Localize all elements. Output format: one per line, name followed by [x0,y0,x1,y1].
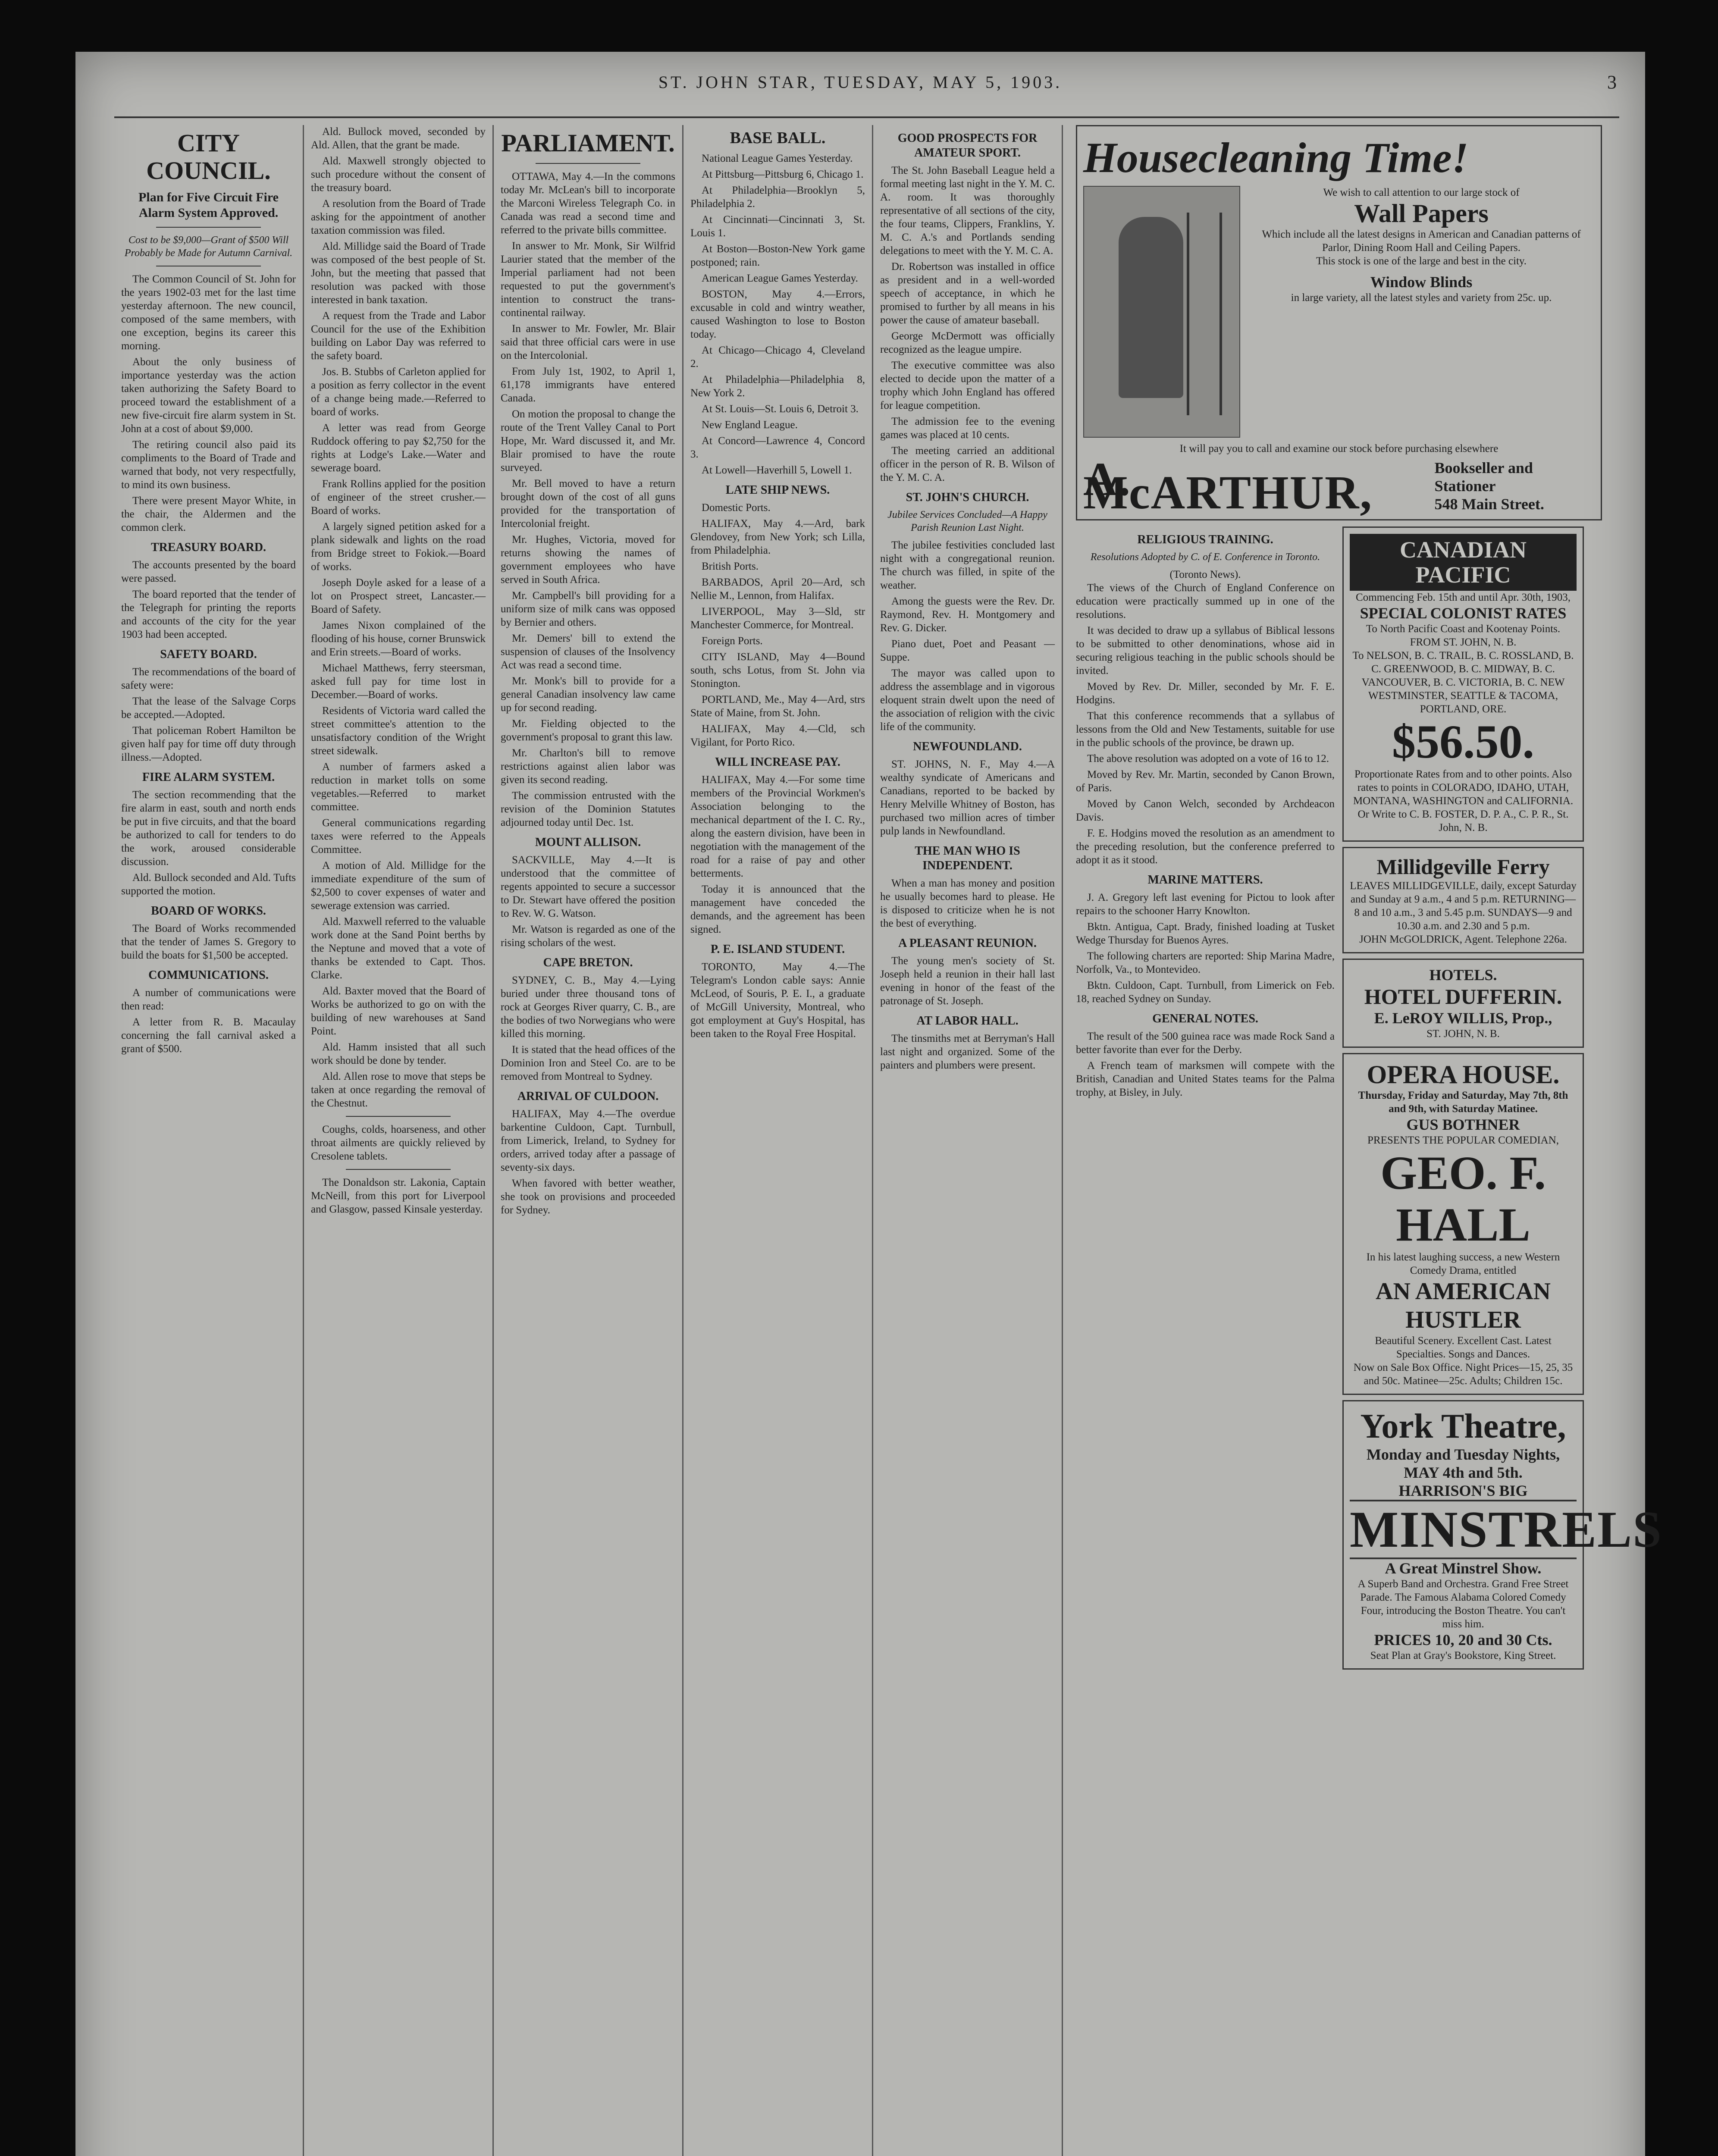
paragraph: A largely signed petition asked for a plank sidewalk and lights on the road from Bridge street to Fokiok.—Board of works. [311,521,486,573]
paragraph: Bktn. Antigua, Capt. Brady, finished loading at Tusket Wedge Thursday for Buenos Ayres. [1076,921,1335,946]
paragraph: General communications regarding taxes were referred to the Appeals Committee. [311,817,486,856]
paragraph: The executive committee was also elected to decide upon the matter of a trophy which John England has offered for league competition. [880,360,1055,411]
religious-training-article [1076,526,1335,1670]
paragraph: George McDermott was officially recognized as the league umpire. [880,330,1055,355]
subhead: MARINE MATTERS. [1147,873,1263,887]
paragraph: Ald. Baxter moved that the Board of Works be authorized to go on with the building of new warehouses at Sand Point. [311,985,486,1037]
paragraph: There were present Mayor White, in the chair, the Aldermen and the common clerk. [121,495,296,533]
subhead: ST. JOHN'S CHURCH. [906,491,1029,504]
paragraph: In answer to Mr. Monk, Sir Wilfrid Laurier stated that the member of the Imperial parliament had not been requested to put the government's intention to construct the trans-continental railway. [501,240,675,319]
paragraph: The Donaldson str. Lakonia, Captain McNeill, from this port for Liverpool and Glasgow, passed Kinsale yesterday. [311,1177,486,1215]
column-amateur-sport [873,125,1063,2156]
subhead: FIRE ALARM SYSTEM. [142,771,275,784]
performer-name: GEO. F. HALL [1380,1147,1546,1251]
hotel-name: HOTEL DUFFERIN. [1364,984,1562,1009]
paragraph: Domestic Ports. [702,502,771,514]
paragraph: LIVERPOOL, May 3—Sld, str Manchester Commerce, for Montreal. [690,606,865,631]
minstrels-prices: PRICES 10, 20 and 30 Cts. [1374,1631,1552,1648]
mcarthur-trade: Bookseller and Stationer [1434,459,1533,495]
ad-intro: We wish to call attention to our large stock of [1323,187,1520,198]
paragraph: Mr. Fielding objected to the government's proposal to grant this law. [501,718,675,743]
ferry-ad [1342,847,1584,953]
paragraph: HALIFAX, May 4.—Ard, bark Glendovey, from New York; sch Lilla, from Philadelphia. [690,518,865,556]
paragraph: Mr. Watson is regarded as one of the rising scholars of the west. [501,924,675,949]
show-title: AN AMERICAN HUSTLER [1376,1278,1551,1333]
window-blinds-heading: Window Blinds [1370,273,1473,291]
paragraph: Michael Matthews, ferry steersman, asked full pay for time lost in December.—Board of works. [311,662,486,701]
subhead: SAFETY BOARD. [160,648,257,661]
paragraph: The section recommending that the fire alarm in east, south and north ends be put in five circuits, and that the board be authorized to call for tenders to do the work, aroused considerable discussion. [121,789,296,868]
subhead: BOARD OF WORKS. [151,904,266,918]
figure-illustration [1119,217,1183,398]
show-prices: Now on Sale Box Office. Night Prices—15, 25, 35 and 50c. Matinee—25c. Adults; Children 15c. [1353,1362,1573,1387]
subhead: WILL INCREASE PAY. [715,755,840,769]
paragraph: BARBADOS, April 20—Ard, sch Nellie M., Lennon, from Halifax. [690,577,865,602]
paragraph: Mr. Charlton's bill to remove restrictions against alien labor was given its second reading. [501,747,675,786]
paragraph: A resolution from the Board of Trade asking for the appointment of another taxation commission was filed. [311,198,486,236]
column-city-council [114,125,304,2156]
paragraph: Piano duet, Poet and Peasant — Suppe. [880,638,1055,663]
opera-house-ad [1342,1053,1584,1395]
show-description: Beautiful Scenery. Excellent Cast. Latest Specialties. Songs and Dances. [1375,1335,1552,1360]
ad-footer: It will pay you to call and examine our stock before purchasing elsewhere [1179,443,1499,454]
minstrels-seats: Seat Plan at Gray's Bookstore, King Street. [1370,1650,1556,1661]
paragraph: Ald. Bullock moved, seconded by Ald. Allen, that the grant be made. [311,126,486,151]
paragraph: The views of the Church of England Conference on education were practically summed up in one of the resolutions. [1076,582,1335,620]
advertisement-column [1063,125,1662,2156]
paragraph: American League Games Yesterday. [702,273,858,284]
paragraph: TORONTO, May 4.—The Telegram's London cable says: Annie McLeod, of Souris, P. E. I., a graduate of McGill University, Montreal, who got employment at Guy's Hospital, has been taken to the Royal Free Hospital. [690,961,865,1040]
cp-route: To North Pacific Coast and Kootenay Points. [1366,623,1561,635]
paragraph: The admission fee to the evening games was placed at 10 cents. [880,416,1055,441]
subhead: LATE SHIP NEWS. [725,483,830,497]
subhead: GENERAL NOTES. [1152,1012,1258,1025]
paragraph: James Nixon complained of the flooding of his house, corner Brunswick and Erin streets.—Board of works. [311,620,486,658]
paragraph: When a man has money and position he usually becomes hard to please. He is disposed to criticize when he is not the best of everything. [880,877,1055,929]
opera-presents: PRESENTS THE POPULAR COMEDIAN, [1367,1134,1559,1146]
paragraph: The tinsmiths met at Berryman's Hall last night and organized. Some of the painters and plumbers were present. [880,1033,1055,1071]
paragraph: Frank Rollins applied for the position of engineer of the street crusher.—Board of works. [311,478,486,517]
paragraph: Moved by Rev. Mr. Martin, seconded by Canon Brown, of Paris. [1076,769,1335,794]
paragraph: Residents of Victoria ward called the street committee's attention to the unsatisfactory condition of the Wright street sidewalk. [311,705,486,757]
paragraph: Moved by Rev. Dr. Miller, seconded by Mr. F. E. Hodgins. [1076,681,1335,706]
paragraph: The St. John Baseball League held a formal meeting last night in the Y. M. C. A. room. It was thoroughly representative of all sections of the city, the four teams, Clippers, Franklins, Y. M. C. A.'s and Portlands sending delegations to meet with the Y. M. C. A. [880,165,1055,257]
paragraph: Foreign Ports. [702,635,763,647]
paragraph: The commission entrusted with the revision of the Dominion Statutes adjourned today until Dec. 1st. [501,790,675,828]
wall-papers-description: Which include all the latest designs in American and Canadian patterns of Parlor, Dining Room Hall and Ceiling Papers. [1262,229,1581,254]
paragraph: Moved by Canon Welch, seconded by Archdeacon Davis. [1076,798,1335,823]
paragraph: ST. JOHNS, N. F., May 4.—A wealthy syndicate of Americans and Canadians, reported to be backed by Henry Melville Whitney of Boston, has purchased two million acres of timber pulp lands in Newfoundland. [880,758,1055,837]
paragraph: PORTLAND, Me., May 4—Ard, strs State of Maine, from St. John. [690,694,865,719]
cp-dates: Commencing Feb. 15th and until Apr. 30th, 1903, [1356,592,1571,603]
paragraph: It is stated that the head offices of the Dominion Iron and Steel Co. are to be removed from Montreal to Sydney. [501,1044,675,1082]
column-base-ball [683,125,873,2156]
subhead: ARRIVAL OF CULDOON. [517,1090,659,1103]
paragraph: At Concord—Lawrence 4, Concord 3. [690,435,865,460]
page-number: 3 [1607,71,1619,93]
cp-note: Proportionate Rates from and to other points. Also rates to points in COLORADO, IDAHO, UTAH, MONTANA, WASHINGTON and CALIFORNIA. [1353,768,1574,807]
divider [346,1116,451,1117]
ferry-title: Millidgeville Ferry [1376,855,1550,879]
headline: GOOD PROSPECTS FOR AMATEUR SPORT. [897,132,1038,160]
source: (Toronto News). [1169,569,1241,580]
paragraph: That this conference recommends that a syllabus of lessons from the Old and New Testaments, suitable for use in the public schools of the province, be drawn up. [1076,710,1335,749]
canadian-pacific-logo: CANADIAN PACIFIC [1350,534,1577,591]
paragraph: The board reported that the tender of the Telegraph for printing the reports and accounts of the city for the year 1903 had been accepted. [121,589,296,640]
paragraph: The above resolution was adopted on a vote of 16 to 12. [1087,753,1329,765]
paragraph: It was decided to draw up a syllabus of Biblical lessons to be submitted to other denominations, whose aid in securing religious teaching in the public schools should be invited. [1076,625,1335,677]
paragraph: Bktn. Culdoon, Capt. Turnbull, from Limerick on Feb. 18, reached Sydney on Sunday. [1076,980,1335,1005]
paragraph: At Chicago—Chicago 4, Cleveland 2. [690,345,865,370]
paragraph: HALIFAX, May 4.—The overdue barkentine Culdoon, Capt. Turnbull, from Limerick, Ireland, to Sydney for orders, arrived today after a passage of seventy-six days. [501,1108,675,1173]
paragraph: Dr. Robertson was installed in office as president and in a well-worded speech of acceptance, in which he promised to further by all means in his power the cause of amateur baseball. [880,261,1055,326]
subhead: AT LABOR HALL. [916,1014,1019,1028]
paragraph: Today it is announced that the management have conceded the demands, and the agreement has been signed. [690,884,865,935]
paragraph: OTTAWA, May 4.—In the commons today Mr. McLean's bill to incorporate the Marconi Wireless Telegraph Co. in Canada was read a second time and referred to the private bills committee. [501,171,675,236]
paragraph: Ald. Allen rose to move that steps be taken at once regarding the removal of the Chestnut. [311,1071,486,1109]
wall-papers-description-2: This stock is one of the large and best in the city. [1316,255,1527,267]
opera-dates: Thursday, Friday and Saturday, May 7th, 8th and 9th, with Saturday Matinee. [1358,1090,1568,1115]
paragraph: British Ports. [702,561,759,572]
minstrels-subtitle: A Great Minstrel Show. [1385,1560,1542,1577]
headline: RELIGIOUS TRAINING. [1137,533,1273,546]
hotels-heading: HOTELS. [1429,966,1497,984]
paragraph: The accounts presented by the board were passed. [121,559,296,584]
deck: Jubilee Services Concluded—A Happy Parish Reunion Last Night. [887,509,1047,533]
paragraph: SACKVILLE, May 4.—It is understood that the committee of regents appointed to secure a successor to Dr. Stewart have offered the position to Rev. W. G. Watson. [501,854,675,919]
subhead: MOUNT ALLISON. [535,836,641,849]
york-theatre-ad [1342,1400,1662,1670]
column-council-continued [304,125,494,2156]
paragraph: F. E. Hodgins moved the resolution as an amendment to the preceding resolution, but the conference preferred to adopt it as it stood. [1076,827,1335,866]
paragraph: A request from the Trade and Labor Council for the use of the Exhibition building on Labor Day was referred to the safety board. [311,310,486,362]
headline: BASE BALL. [730,129,826,147]
paragraph: The mayor was called upon to address the assemblage and in vigorous eloquent strain dwelt upon the need of the association of religion with the civic life of the community. [880,667,1055,733]
masthead-title: ST. JOHN STAR, TUESDAY, MAY 5, 1903. [658,72,1063,92]
cp-price: $56.50. [1392,715,1534,768]
paragraph: At Philadelphia—Philadelphia 8, New York 2. [690,374,865,399]
paragraph: HALIFAX, May 4.—Cld, sch Vigilant, for Porto Rico. [690,723,865,748]
divider [156,227,261,228]
ferry-schedule: LEAVES MILLIDGEVILLE, daily, except Saturday and Sunday at 9 a.m., 4 and 5 p.m. RETURNING—8 and 10 a.m., 3 and 5.45 p.m. SUNDAYS—9 and 10.30 a.m. and 2.30 and 5 p.m. [1350,880,1577,932]
minstrels-title: MINSTRELS [1350,1500,1577,1559]
paragraph: The Board of Works recommended that the tender of James S. Gregory to build the boats for $1,500 be accepted. [121,923,296,961]
canadian-pacific-ad [1342,526,1584,842]
paragraph: Mr. Demers' bill to extend the suspension of clauses of the Insolvency Act was read a second time. [501,633,675,671]
paragraph: Mr. Campbell's bill providing for a uniform size of milk cans was opposed by Bernier and others. [501,590,675,628]
opera-house-title: OPERA HOUSE. [1367,1060,1560,1089]
paragraph: At Pittsburg—Pittsburg 6, Chicago 1. [702,169,864,180]
deck: Resolutions Adopted by C. of E. Conference in Toronto. [1090,552,1320,563]
paragraph: In answer to Mr. Fowler, Mr. Blair said that three official cars were in use on the Intercolonial. [501,323,675,361]
housecleaning-illustration [1083,186,1240,438]
paragraph: At Lowell—Haverhill 5, Lowell 1. [702,464,852,476]
paragraph: A number of farmers asked a reduction in market tolls on some vegetables.—Referred to market committee. [311,761,486,813]
subhead: P. E. ISLAND STUDENT. [710,943,845,956]
housecleaning-ad [1076,125,1602,520]
divider [536,163,640,164]
york-theatre-title: York Theatre, [1360,1407,1566,1445]
deck: Cost to be $9,000—Grant of $500 Will Probably be Made for Autumn Carnival. [124,235,293,259]
paragraph: J. A. Gregory left last evening for Pictou to look after repairs to the schooner Harry Knowlton. [1076,892,1335,917]
housecleaning-title: Housecleaning Time! [1083,134,1469,182]
masthead [75,52,1645,112]
paragraph: Ald. Millidge said the Board of Trade was composed of the best people of St. John, but the meeting that passed that resolution was packed with those interested in bank taxation. [311,241,486,306]
subhead: THE MAN WHO IS INDEPENDENT. [915,844,1020,872]
paragraph: Jos. B. Stubbs of Carleton applied for a position as ferry collector in the event of a change being made.—Referred to board of works. [311,366,486,418]
paragraph: The meeting carried an additional officer in the person of R. B. Wilson of the Y. M. C. A. [880,445,1055,483]
cp-destinations: To NELSON, B. C. TRAIL, B. C. ROSSLAND, B. C. GREENWOOD, B. C. MIDWAY, B. C. VANCOUVER, B. C. VICTORIA, B. C. NEW WESTMINSTER, SEATTLE & TACOMA, PORTLAND, ORE. [1352,650,1574,715]
paragraph: Ald. Maxwell referred to the valuable work done at the Sand Point berths by the Neptune and moved that a vote of thanks be extended to Capt. Thos. Clarke. [311,916,486,981]
window-blinds-description: in large variety, all the latest styles and variety from 25c. up. [1291,292,1552,304]
hotel-ad [1342,959,1584,1048]
paragraph: At Boston—Boston-New York game postponed; rain. [690,243,865,268]
paragraph: From July 1st, 1902, to April 1, 61,178 immigrants have entered Canada. [501,366,675,404]
paragraph: A French team of marksmen will compete with the British, Canadian and United States teams for the Palma trophy, at Bisley, in July. [1076,1060,1335,1098]
cp-agent: Or Write to C. B. FOSTER, D. P. A., C. P. R., St. John, N. B. [1357,808,1569,834]
subhead: A PLEASANT REUNION. [898,937,1037,950]
paragraph: A letter was read from George Ruddock offering to pay $2,750 for the rights at Lodge's Lake.—Water and sewerage board. [311,422,486,474]
paragraph: New England League. [702,419,798,431]
paragraph: When favored with better weather, she took on provisions and proceeded for Sydney. [501,1178,675,1216]
newspaper-page [75,52,1662,2156]
cp-from: FROM ST. JOHN, N. B. [1410,636,1517,648]
paragraph: At Philadelphia—Brooklyn 5, Philadelphia 2. [690,185,865,210]
paragraph: SYDNEY, C. B., May 4.—Lying buried under three thousand tons of rock at Georges River quarry, C. B., are the bodies of two Norwegians who were killed this morning. [501,975,675,1040]
paragraph: The result of the 500 guinea race was made Rock Sand a better favorite than ever for the Derby. [1076,1031,1335,1056]
paragraph: Among the guests were the Rev. Dr. Raymond, Rev. H. Montgomery and Rev. G. Dicker. [880,595,1055,634]
mcarthur-address: 548 Main Street. [1434,495,1544,513]
column-parliament [494,125,683,2156]
subhead: NEWFOUNDLAND. [913,740,1022,753]
paragraph: Ald. Maxwell strongly objected to such procedure without the consent of the treasury board. [311,155,486,194]
subhead: COMMUNICATIONS. [148,968,269,982]
paragraph: A motion of Ald. Millidge for the immediate expenditure of the sum of $2,500 to cover expenses of water and sewerage extension was carried. [311,860,486,912]
hotel-proprietor: E. LeROY WILLIS, Prop., [1374,1009,1552,1027]
paragraph: The following charters are reported: Ship Marina Madre, Norfolk, Va., to Montevideo. [1076,950,1335,975]
ferry-agent: JOHN McGOLDRICK, Agent. Telephone 226a. [1359,934,1567,945]
paragraph: Joseph Doyle asked for a lease of a lot on Prospect street, Lancaster.—Board of Safety. [311,577,486,615]
mcarthur-name: A. McARTHUR, [1083,453,1373,519]
paragraph: A number of communications were then read: [121,987,296,1012]
paragraph: Mr. Monk's bill to provide for a general Canadian insolvency law came up for second reading. [501,675,675,714]
columns [114,125,1662,2156]
paragraph: About the only business of importance yesterday was the action taken authorizing the Safety Board to proceed toward the establishment of a new five-circuit fire alarm system in St. John at a cost of about $9,000. [121,356,296,435]
minstrels-description: A Superb Band and Orchestra. Grand Free Street Parade. The Famous Alabama Colored Comedy Four, introducing the Boston Theatre. You can't miss him. [1357,1578,1569,1630]
paragraph: The retiring council also paid its compliments to the Board of Trade and warned that body, not very respectfully, to mind its own business. [121,439,296,491]
deck: Plan for Five Circuit Fire Alarm System Approved. [138,190,279,220]
york-dates: Monday and Tuesday Nights, MAY 4th and 5th. [1366,1446,1560,1481]
ladder-illustration [1187,213,1222,415]
paragraph: That policeman Robert Hamilton be given half pay for time off duty through illness.—Adopted. [121,725,296,763]
divider [346,1169,451,1170]
paragraph: National League Games Yesterday. [702,153,853,164]
paragraph: Ald. Hamm insisted that all such work should be done by tender. [311,1041,486,1066]
performer-description: In his latest laughing success, a new Western Comedy Drama, entitled [1366,1251,1560,1276]
paragraph: Ald. Bullock seconded and Ald. Tufts supported the motion. [121,872,296,897]
paragraph: BOSTON, May 4.—Errors, excusable in cold and wintry weather, caused Washington to lose to Boston today. [690,288,865,340]
paragraph: A letter from R. B. Macaulay concerning the fall carnival asked a grant of $500. [121,1016,296,1055]
paragraph: The young men's society of St. Joseph held a reunion in their hall last evening in honor of the feast of the patronage of St. Joseph. [880,955,1055,1007]
hotel-location: ST. JOHN, N. B. [1426,1028,1500,1040]
cp-special: SPECIAL COLONIST RATES [1360,605,1567,622]
paragraph: The jubilee festivities concluded last night with a congregational reunion. The church was filled, in spite of the weather. [880,539,1055,591]
paragraph: Coughs, colds, hoarseness, and other throat ailments are quickly relieved by Cresolene tablets. [311,1124,486,1162]
paragraph: HALIFAX, May 4.—For some time members of the Provincial Workmen's Association belonging to the mechanical department of the I. C. Ry., along the eastern division, have been in negotiation with the management of the road for a raise of pay and other betterments. [690,774,865,879]
subhead: CAPE BRETON. [543,956,633,969]
opera-act: GUS BOTHNER [1406,1116,1520,1133]
masthead-rule [114,116,1619,118]
subhead: TREASURY BOARD. [150,541,266,554]
paragraph: At St. Louis—St. Louis 6, Detroit 3. [702,403,859,415]
harrison-name: HARRISON'S BIG [1398,1482,1528,1499]
headline: CITY COUNCIL. [146,129,271,185]
wall-papers-heading: Wall Papers [1354,199,1489,228]
paragraph: The recommendations of the board of safety were: [121,666,296,691]
headline: PARLIAMENT. [501,129,675,157]
paragraph: Mr. Hughes, Victoria, moved for returns showing the names of government employees who have served in South Africa. [501,534,675,586]
ads-right-column [1342,526,1662,1670]
paragraph: The Common Council of St. John for the years 1902-03 met for the last time yesterday afternoon. The new council, composed of the same members, with one exception, begins its career this morning. [121,273,296,352]
paragraph: That the lease of the Salvage Corps be accepted.—Adopted. [121,696,296,721]
paragraph: CITY ISLAND, May 4—Bound south, schs Lotus, from St. John via Stonington. [690,651,865,689]
paragraph: On motion the proposal to change the route of the Trent Valley Canal to Port Hope, Mr. Ward discussed it, and Mr. Blair promised to have the route surveyed. [501,408,675,473]
paragraph: At Cincinnati—Cincinnati 3, St. Louis 1. [690,214,865,239]
paragraph: Mr. Bell moved to have a return brought down of the cost of all guns provided for the transportation of Intercolonial freight. [501,478,675,530]
